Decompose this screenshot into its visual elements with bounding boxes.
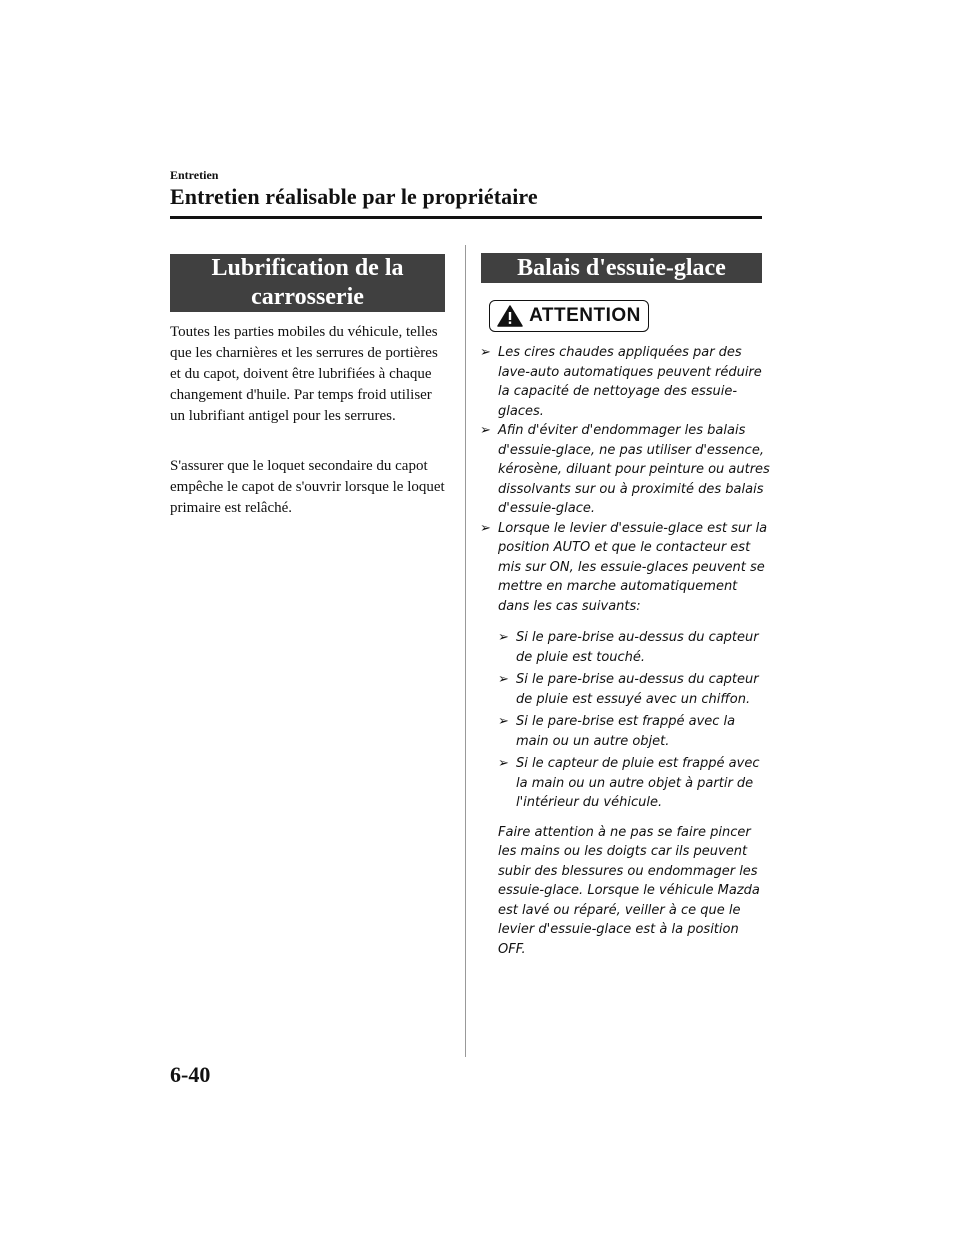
chapter-label: Entretien (170, 168, 219, 182)
arrow-bullet-icon: ➢ (480, 345, 491, 360)
warning-sub-item-text: Si le pare-brise au-dessus du capteur de pluie est touché. (516, 630, 759, 665)
warning-sub-item (498, 628, 770, 667)
header-rule (170, 216, 762, 219)
page-title: Entretien réalisable par le propriétaire (170, 184, 538, 209)
warning-item (480, 519, 770, 960)
section-heading-wiper-blades: Balais d'essuie-glace (481, 253, 762, 283)
section-heading-line1: Lubrification de la (211, 255, 404, 281)
warning-label: ATTENTION (529, 305, 641, 326)
warning-sub-list (498, 628, 770, 813)
warning-sub-item (498, 670, 770, 709)
warning-item-text: Afin d'éviter d'endommager les balais d'essuie-glace, ne pas utiliser d'essence, kérosène, diluant pour peinture ou autres dissolvants sur ou à proximité des balais d'essuie-glace. (498, 423, 770, 516)
arrow-bullet-icon: ➢ (498, 672, 509, 687)
arrow-bullet-icon: ➢ (498, 630, 509, 645)
warning-note: Faire attention à ne pas se faire pincer les mains ou les doigts car ils peuvent subir des blessures ou endommager les essuie-glace. Lorsque le véhicule Mazda est lavé ou réparé, veiller à ce que le levier d'essuie-glace est à la position OFF. (498, 824, 760, 957)
arrow-bullet-icon: ➢ (498, 714, 509, 729)
warning-item (480, 421, 770, 519)
lubrication-paragraph-2: S'assurer que le loquet secondaire du capot empêche le capot de s'ouvrir lorsque le loquet primaire est relâché. (170, 458, 445, 516)
warning-sub-item (498, 712, 770, 751)
warning-box (489, 300, 649, 332)
page-number: 6-40 (170, 1062, 211, 1087)
lubrication-paragraph-1: Toutes les parties mobiles du véhicule, telles que les charnières et les serrures de portières et du capot, doivent être lubrifiées à chaque changement d'huile. Par temps froid utiliser un lubrifiant antigel pour les serrures. (170, 324, 438, 424)
warning-item-text: Les cires chaudes appliquées par des lave-auto automatiques peuvent réduire la capacité de nettoyage des essuie-glaces. (498, 345, 762, 419)
arrow-bullet-icon: ➢ (498, 756, 509, 771)
warning-sub-item (498, 754, 770, 813)
section-heading-line2: carrosserie (251, 284, 364, 310)
warning-sub-item-text: Si le pare-brise est frappé avec la main ou un autre objet. (516, 714, 736, 749)
section-heading-lubrication (170, 254, 445, 312)
warning-item (480, 343, 770, 421)
warning-sub-item-text: Si le pare-brise au-dessus du capteur de pluie est essuyé avec un chiffon. (516, 672, 759, 707)
warning-triangle-icon (497, 305, 523, 327)
warning-item-text: Lorsque le levier d'essuie-glace est sur la position AUTO et que le contacteur est mis sur ON, les essuie-glaces peuvent se mettre en marche automatiquement dans les cas suivants: (498, 520, 768, 614)
arrow-bullet-icon: ➢ (480, 423, 491, 438)
column-divider (465, 245, 466, 1057)
warning-sub-item-text: Si le capteur de pluie est frappé avec la main ou un autre objet à partir de l'intérieur du véhicule. (516, 756, 760, 810)
warning-list (480, 343, 770, 959)
arrow-bullet-icon: ➢ (480, 520, 491, 536)
